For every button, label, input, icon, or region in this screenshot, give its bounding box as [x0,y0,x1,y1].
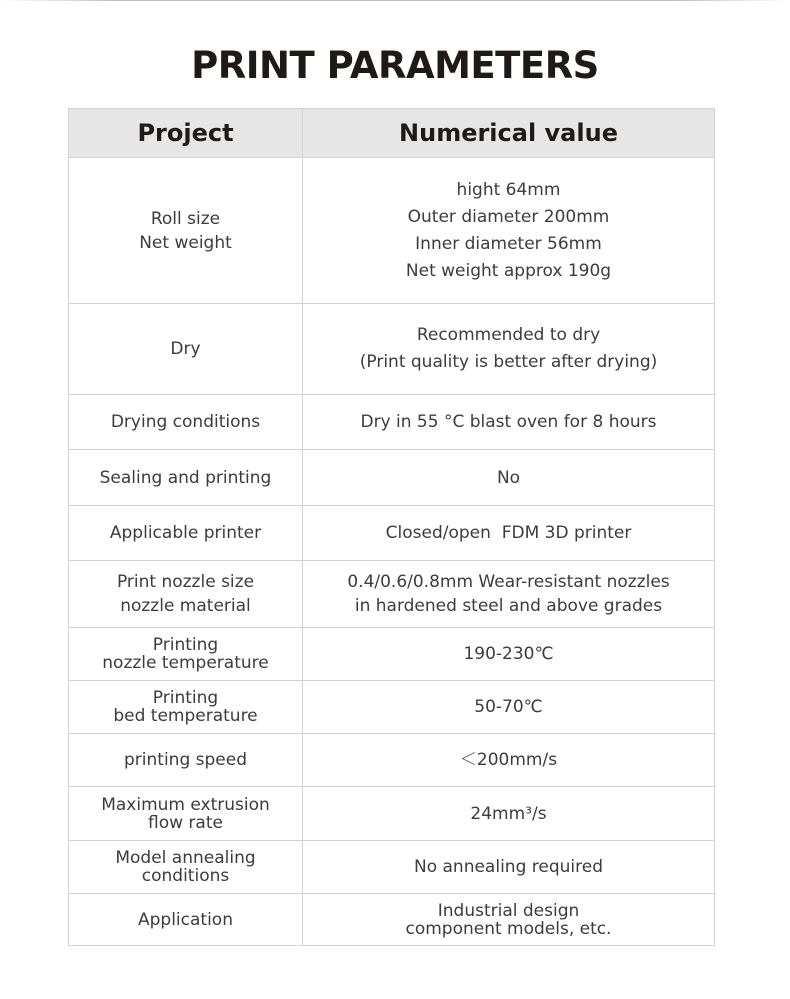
row-project-cell [69,787,303,841]
project-line: Dry [170,339,201,359]
project-line: Maximum extrusion [101,794,270,815]
table-row [69,395,715,450]
value-line: component models, etc. [405,918,612,939]
project-line: Roll size [150,208,221,229]
project-line: Drying conditions [110,412,261,432]
table-row [69,841,715,894]
row-project-cell [69,894,303,946]
row-project-cell [69,734,303,787]
project-line: Printing [152,688,219,708]
project-line: bed temperature [113,706,258,726]
value-line: Outer diameter 200mm [407,206,610,227]
row-project-cell [69,628,303,681]
table-row [69,561,715,628]
table-row [69,450,715,506]
row-project-cell [69,561,303,628]
value-line: (Print quality is better after drying) [359,352,658,372]
value-line: 0.4/0.6/0.8mm Wear-resistant nozzles [347,572,670,592]
row-project-cell [69,450,303,506]
value-line: Net weight approx 190g [405,260,612,281]
row-project-cell [69,506,303,561]
row-value-cell [303,787,715,841]
project-line: Net weight [139,232,232,253]
value-line: No annealing required [413,857,603,877]
row-project-cell [69,681,303,734]
project-line: nozzle material [120,596,251,616]
table-header-row [69,109,715,158]
project-line: Model annealing [115,848,256,868]
value-line: 190-230℃ [463,644,554,664]
header-numerical-value: Numerical value [303,109,715,158]
table-row [69,158,715,304]
row-value-cell [303,894,715,946]
top-divider [0,0,790,1]
row-value-cell [303,450,715,506]
value-line: 50-70℃ [474,697,543,717]
row-project-cell [69,158,303,304]
table-row [69,681,715,734]
project-line: conditions [141,866,230,886]
row-project-cell [69,304,303,395]
project-line: Applicable printer [109,523,262,543]
value-line: Closed/open FDM 3D printer [385,523,632,543]
value-line: Recommended to dry [416,325,601,345]
row-value-cell [303,681,715,734]
table-row [69,628,715,681]
table-row [69,894,715,946]
value-line: Inner diameter 56mm [415,233,602,254]
value-line: in hardened steel and above grades [354,596,663,616]
project-line: printing speed [124,750,247,770]
value-line: Industrial design [437,900,580,921]
row-value-cell [303,506,715,561]
header-project: Project [69,109,303,158]
table-row [69,304,715,395]
row-value-cell [303,395,715,450]
project-line: Print nozzle size [116,572,255,592]
value-line: hight 64mm [456,179,561,200]
table-row [69,787,715,841]
row-value-cell [303,158,715,304]
row-value-cell [303,841,715,894]
value-line: Dry in 55 °C blast oven for 8 hours [360,412,657,432]
row-value-cell [303,304,715,395]
row-value-cell [303,628,715,681]
row-project-cell [69,841,303,894]
project-line: Application [138,909,233,930]
project-line: Printing [152,635,219,655]
project-line: nozzle temperature [102,653,269,673]
row-value-cell [303,561,715,628]
parameters-table [68,108,715,946]
project-line: Sealing and printing [99,467,272,488]
value-line: ＜200mm/s [459,750,558,770]
value-line: No [496,467,521,488]
table-row [69,506,715,561]
table-row [69,734,715,787]
row-value-cell [303,734,715,787]
project-line: flow rate [148,812,223,833]
row-project-cell [69,395,303,450]
page-title: PRINT PARAMETERS [191,44,599,87]
value-line: 24mm³/s [470,803,547,824]
